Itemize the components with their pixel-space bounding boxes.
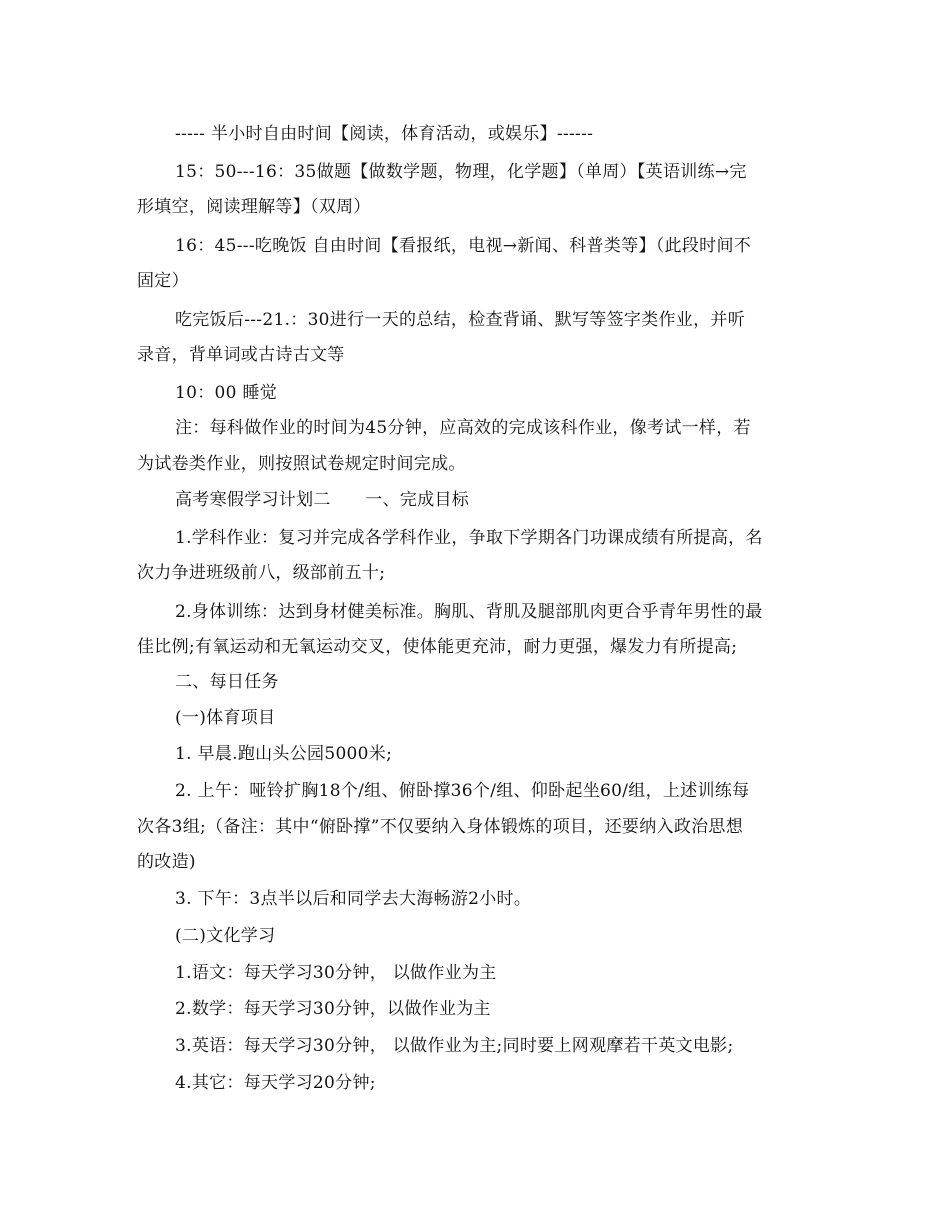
text-line: 为试卷类作业，则按照试卷规定时间完成。 — [137, 454, 466, 474]
text-line: 固定） — [137, 271, 189, 291]
list-item: 3.英语：每天学习30分钟， 以做作业为主;同时要上网观摩若干英文电影; — [175, 1036, 734, 1056]
text-line: 2.身体训练：达到身材健美标准。胸肌、背肌及腿部肌肉更合乎青年男性的最 — [175, 602, 763, 622]
text-line: 次各3组;（备注：其中“俯卧撑”不仅要纳入身体锻炼的项目，还要纳入政治思想 — [137, 817, 744, 837]
section-heading: 高考寒假学习计划二 一、完成目标 — [175, 490, 470, 510]
text-line: 注：每科做作业的时间为45分钟，应高效的完成该科作业，像考试一样，若 — [175, 418, 751, 438]
section-heading: 二、每日任务 — [175, 672, 279, 692]
text-line: 的改造) — [137, 852, 196, 872]
list-item: 2.数学：每天学习30分钟，以做作业为主 — [175, 999, 491, 1019]
text-line: 佳比例;有氧运动和无氧运动交叉，使体能更充沛，耐力更强，爆发力有所提高; — [137, 637, 738, 657]
text-line: 10：00 睡觉 — [175, 383, 278, 403]
text-line: 次力争进班级前八，级部前五十; — [137, 563, 386, 583]
text-line: ----- 半小时自由时间【阅读，体育活动，或娱乐】------ — [175, 124, 594, 144]
text-line: 1.学科作业：复习并完成各学科作业，争取下学期各门功课成绩有所提高，名 — [175, 528, 763, 548]
list-item: 4.其它：每天学习20分钟; — [175, 1073, 376, 1093]
text-line: 16：45---吃晚饭 自由时间【看报纸，电视→新闻、科普类等】（此段时间不 — [175, 236, 752, 256]
text-line: 15：50---16：35做题【做数学题，物理，化学题】（单周）【英语训练→完 — [175, 162, 747, 182]
text-line: 录音，背单词或古诗古文等 — [137, 345, 345, 365]
subsection-heading: (二)文化学习 — [175, 926, 276, 946]
text-line: 吃完饭后---21.：30进行一天的总结，检查背诵、默写等签字类作业，并听 — [175, 310, 745, 330]
list-item: 2. 上午：哑铃扩胸18个/组、俯卧撑36个/组、仰卧起坐60/组，上述训练每 — [175, 781, 750, 801]
list-item: 1. 早晨.跑山头公园5000米; — [175, 744, 393, 764]
subsection-heading: (一)体育项目 — [175, 708, 276, 728]
list-item: 1.语文：每天学习30分钟， 以做作业为主 — [175, 963, 497, 983]
list-item: 3. 下午：3点半以后和同学去大海畅游2小时。 — [175, 889, 532, 909]
text-line: 形填空，阅读理解等】（双周） — [137, 197, 371, 217]
